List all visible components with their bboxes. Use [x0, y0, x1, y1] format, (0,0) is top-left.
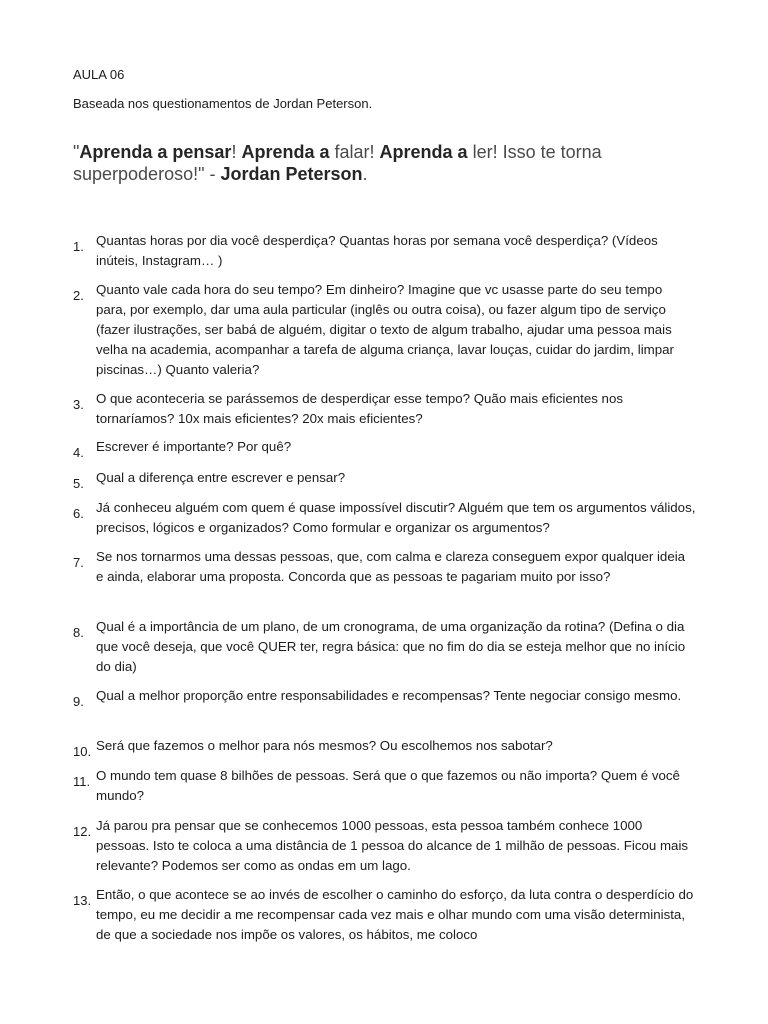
question-text: Já conheceu alguém com quem é quase impossível discutir? Alguém que tem os argumentos válidos, precisos, lógicos e organizados? Como formular e organizar os argumentos? [96, 500, 696, 535]
question-text: Então, o que acontece se ao invés de escolher o caminho do esforço, da luta contra o desperdício do tempo, eu me decidir a me recompensar cada vez mais e olhar mundo com uma visão determinista, de que a sociedade nos impõe os valores, os hábitos, me coloco [96, 887, 694, 942]
question-number: 5. [73, 476, 84, 491]
question-text: Qual a melhor proporção entre responsabilidades e recompensas? Tente negociar consigo mesmo. [96, 688, 682, 703]
question-number: 10. [73, 744, 92, 759]
question-number: 8. [73, 625, 84, 640]
quote-bold-1: Aprenda a pensar [79, 142, 232, 162]
question-text: Já parou pra pensar que se conhecemos 1000 pessoas, esta pessoa também conhece 1000 pessoas. Isto te coloca a uma distância de 1 pessoa do alcance de 1 milhão de pessoas. Ficou mais relevante? Podemos ser como as ondas em um lago. [96, 818, 689, 873]
question-number: 4. [73, 445, 84, 460]
question-text: Qual a diferença entre escrever e pensar? [96, 470, 346, 485]
question-number: 12. [73, 824, 92, 839]
question-text: O mundo tem quase 8 bilhões de pessoas. Será que o que fazemos ou não importa? Quem é você mundo? [96, 768, 680, 803]
question-text: Será que fazemos o melhor para nós mesmos? Ou escolhemos nos sabotar? [96, 738, 553, 753]
quote-author: Jordan Peterson [220, 164, 363, 184]
quote-bold-3: Aprenda a [379, 142, 468, 162]
question-number: 11. [73, 774, 91, 789]
quote-open: " [73, 142, 80, 162]
question-text: Se nos tornarmos uma dessas pessoas, que, com calma e clareza conseguem expor qualquer ideia e ainda, elaborar uma proposta. Concorda que as pessoas te pagariam muito por isso? [96, 549, 686, 584]
question-text: Quanto vale cada hora do seu tempo? Em dinheiro? Imagine que vc usasse parte do seu tempo para, por exemplo, dar uma aula particular (inglês ou outra coisa), ou fazer algum tipo de serviço (fazer ilustrações, ser babá de alguém, digitar o texto de algum trabalho, ajudar uma pessoa mais velha na academia, acompanhar a tarefa de alguma criança, lavar louças, cuidar do jardim, limpar piscinas…) Quanto valeria? [96, 282, 674, 377]
question-number: 13. [73, 893, 92, 908]
question-text: Quantas horas por dia você desperdiça? Quantas horas por semana você desperdiça? (Vídeos inúteis, Instagram… ) [96, 233, 658, 268]
quote-text-4: . [362, 164, 368, 184]
lesson-subtitle: Baseada nos questionamentos de Jordan Peterson. [73, 96, 373, 111]
question-number: 3. [73, 397, 84, 412]
quote-text-1: ! [231, 142, 242, 162]
question-number: 6. [73, 506, 84, 521]
question-text: O que aconteceria se parássemos de desperdiçar esse tempo? Quão mais eficientes nos tornaríamos? 10x mais eficientes? 20x mais eficientes? [96, 391, 623, 426]
quote-text-2: falar! [329, 142, 380, 162]
question-text: Escrever é importante? Por quê? [96, 439, 292, 454]
quote-text-3: ler! Isso te torna superpoderoso!" - [73, 142, 602, 184]
question-number: 7. [73, 555, 84, 570]
question-number: 9. [73, 694, 84, 709]
question-number: 1. [73, 239, 84, 254]
quote-bold-2: Aprenda a [241, 142, 330, 162]
question-text: Qual é a importância de um plano, de um cronograma, de uma organização da rotina? (Defina o dia que você deseja, que você QUER ter, regra básica: que no fim do dia se esteja melhor que no início do dia) [96, 619, 686, 674]
quote [73, 141, 693, 185]
question-number: 2. [73, 288, 84, 303]
lesson-heading: AULA 06 [73, 67, 125, 82]
